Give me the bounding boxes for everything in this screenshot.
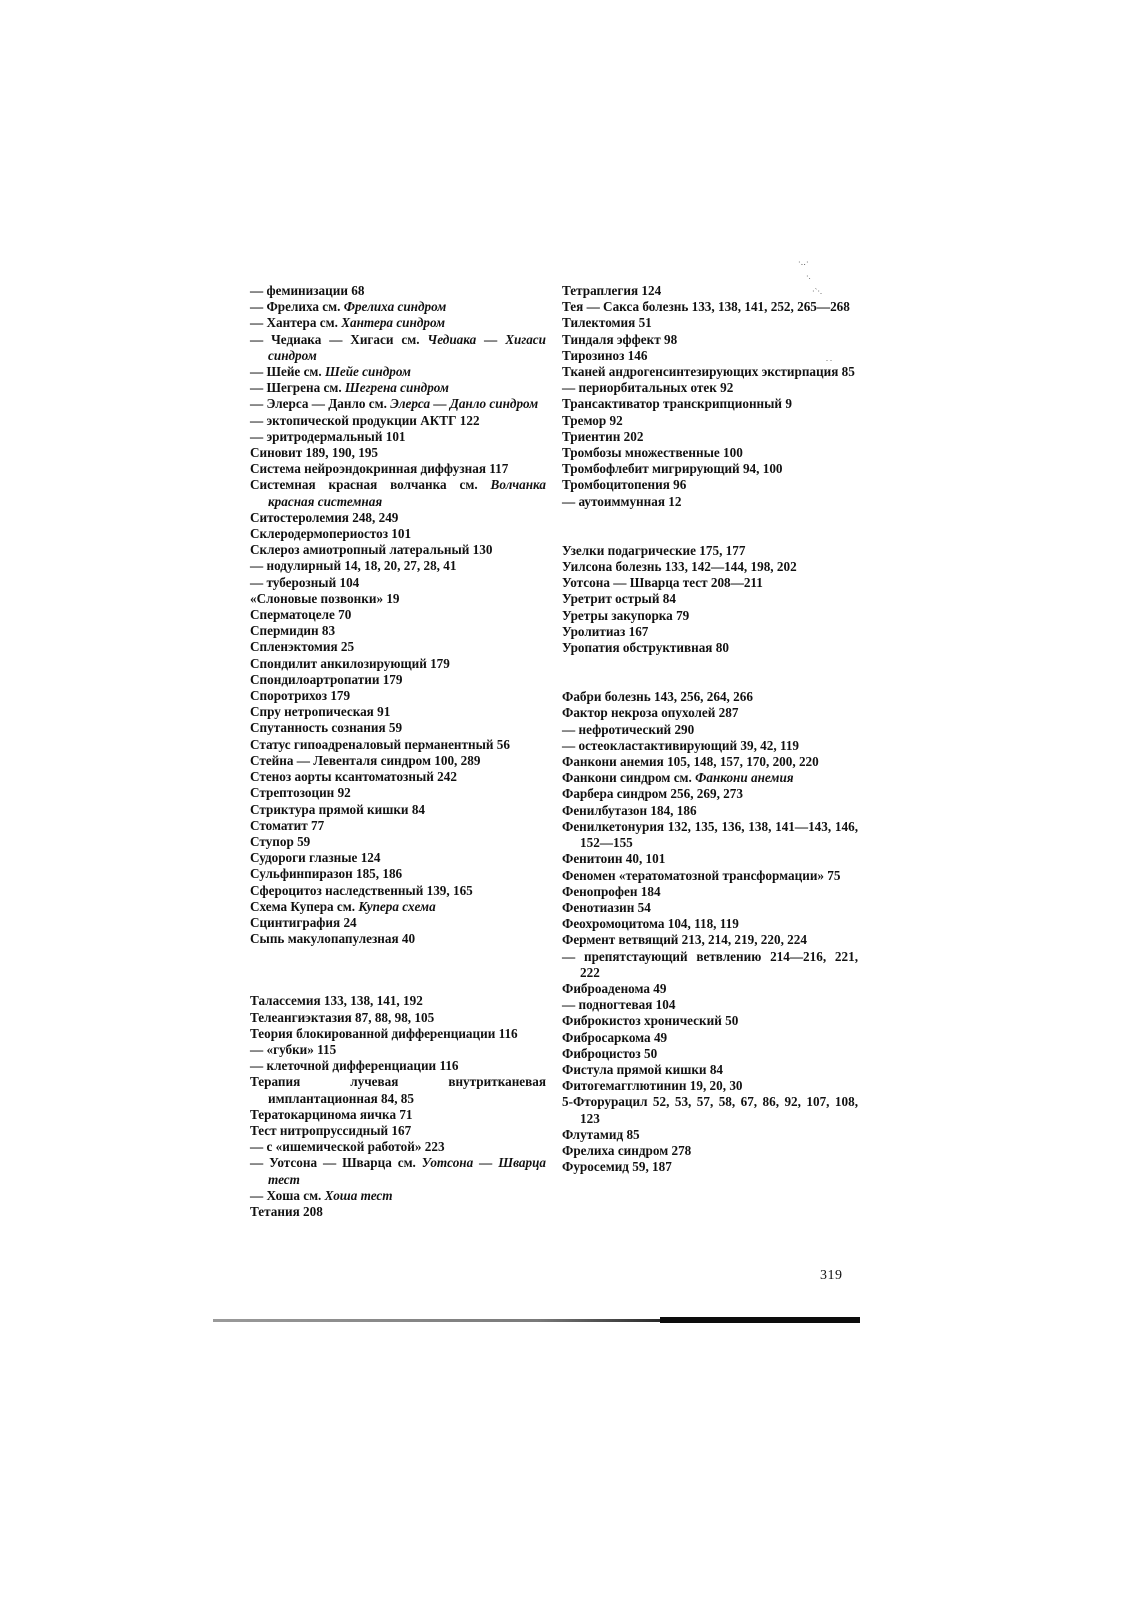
index-entry-text: Схема Купера см. <box>250 898 359 914</box>
index-entry-crossref: Хоша тест <box>324 1187 393 1203</box>
index-entry-text: Фитогемагглютинин 19, 20, 30 <box>562 1078 743 1094</box>
index-entry <box>562 640 858 656</box>
index-entry-text: Уретры закупорка 79 <box>562 607 690 623</box>
index-entry <box>562 770 858 786</box>
index-entry-text: Уилсона болезнь 133, 142—144, 198, 202 <box>562 559 797 575</box>
index-entry <box>250 1123 546 1139</box>
index-entry <box>250 413 546 429</box>
index-entry <box>562 608 858 624</box>
index-entry-text: Тея — Сакса болезнь 133, 138, 141, 252, 265—268 <box>562 299 850 315</box>
index-entry <box>562 1078 858 1094</box>
index-entry <box>562 868 858 884</box>
index-entry <box>562 916 858 932</box>
index-entry-text: Споротрихоз 179 <box>250 688 351 704</box>
index-entry-text: — Шегрена см. <box>250 380 345 396</box>
index-entry-text: Тиндаля эффект 98 <box>562 331 678 347</box>
index-entry <box>250 1107 546 1123</box>
index-entry-text: — Хоша см. <box>250 1187 325 1203</box>
index-entry-text: Уретрит острый 84 <box>562 591 676 607</box>
index-entry <box>562 1143 858 1159</box>
index-entry-text: — Хантера см. <box>250 315 342 331</box>
index-entry-text: Терапия лучевая внутритканевая имплантационная 84, 85 <box>250 1074 546 1106</box>
index-entry-text: Фактор некроза опухолей 287 <box>562 705 739 721</box>
index-entry <box>250 688 546 704</box>
index-entry-text: Фибросаркома 49 <box>562 1029 668 1045</box>
index-entry <box>250 623 546 639</box>
index-entry <box>562 1030 858 1046</box>
index-entry-crossref: Фрелиха синдром <box>343 299 447 315</box>
index-entry <box>562 461 858 477</box>
section-gap <box>562 656 858 689</box>
index-entry <box>250 883 546 899</box>
index-entry <box>250 899 546 915</box>
index-entry <box>562 364 858 380</box>
index-entry-text: Тирозиноз 146 <box>562 347 648 363</box>
index-entry-text: Фиброаденома 49 <box>562 980 667 996</box>
index-entry-text: Склероз амиотропный латеральный 130 <box>250 542 493 558</box>
index-entry-text: Стоматит 77 <box>250 817 325 833</box>
footer-rule-thick <box>660 1317 860 1323</box>
index-entry-crossref: Шегрена синдром <box>344 380 449 396</box>
index-entry <box>250 802 546 818</box>
index-entry <box>250 704 546 720</box>
index-entry <box>562 575 858 591</box>
index-entry-text: Тромбозы множественные 100 <box>562 445 743 461</box>
index-entry-text: — остеокластактивирующий 39, 42, 119 <box>562 737 800 753</box>
index-entry-text: Ступор 59 <box>250 833 311 849</box>
index-entry <box>562 413 858 429</box>
index-entry <box>562 722 858 738</box>
index-entry-text: Тканей андрогенсинтезирующих экстирпация 85 <box>562 364 855 380</box>
index-entry-text: Тест нитропруссидный 167 <box>250 1122 412 1138</box>
index-entry-text: Фенилкетонурия 132, 135, 136, 138, 141—143, 146, 152—155 <box>562 818 858 851</box>
index-entry-text: Трансактиватор транскрипционный 9 <box>562 396 792 412</box>
index-entry-text: Сульфинпиразон 185, 186 <box>250 866 403 882</box>
index-entry <box>250 477 546 509</box>
index-entry-text: Уролитиаз 167 <box>562 623 649 639</box>
index-entry <box>562 884 858 900</box>
index-entry-text: Стрептозоцин 92 <box>250 785 351 801</box>
index-entry-text: — Элерса — Данло см. <box>250 396 391 412</box>
index-entry-text: Фабри болезнь 143, 256, 264, 266 <box>562 689 753 705</box>
index-entry <box>250 1042 546 1058</box>
index-entry <box>562 932 858 948</box>
index-entry-text: Спондилоартропатии 179 <box>250 671 403 687</box>
index-entry-text: Феохромоцитома 104, 118, 119 <box>562 916 739 932</box>
index-entry <box>250 1155 546 1187</box>
index-entry-text: Сцинтиграфия 24 <box>250 914 357 930</box>
index-entry <box>562 299 858 315</box>
index-column-right <box>562 283 858 1175</box>
index-entry-text: Ситостеролемия 248, 249 <box>250 509 399 525</box>
index-entry <box>250 380 546 396</box>
index-entry-text: Спленэктомия 25 <box>250 639 355 655</box>
index-entry-text: Спру нетропическая 91 <box>250 704 391 720</box>
index-entry-text: Статус гипоадреналовый перманентный 56 <box>250 736 510 752</box>
index-entry-text: Тетания 208 <box>250 1203 323 1219</box>
index-entry-text: Фенилбутазон 184, 186 <box>562 802 697 818</box>
index-entry-text: Фиброцистоз 50 <box>562 1045 658 1061</box>
index-entry <box>562 738 858 754</box>
index-entry-text: Стриктура прямой кишки 84 <box>250 801 426 817</box>
index-entry-text: — туберозный 104 <box>250 574 360 590</box>
index-entry <box>562 315 858 331</box>
index-entry-text: 5-Фторурацил 52, 53, 57, 58, 67, 86, 92, 107, 108, 123 <box>562 1094 858 1126</box>
index-entry <box>250 818 546 834</box>
index-entry-text: — аутоиммунная 12 <box>562 493 682 509</box>
index-entry <box>562 819 858 851</box>
index-entry <box>250 769 546 785</box>
index-entry <box>562 445 858 461</box>
index-entry <box>250 1188 546 1204</box>
index-entry-crossref: Чедиака — Хигаси синдром <box>268 331 546 363</box>
index-entry-text: Уотсона — Шварца тест 208—211 <box>562 575 763 591</box>
index-entry-text: Тромбоцитопения 96 <box>562 477 687 493</box>
index-entry <box>250 1139 546 1155</box>
index-entry <box>562 624 858 640</box>
index-entry-text: — периорбитальных отек 92 <box>562 380 734 396</box>
index-entry-text: Теория блокированной дифференциации 116 <box>250 1025 518 1041</box>
index-entry <box>250 526 546 542</box>
index-entry-text: — Фрелиха см. <box>250 299 344 315</box>
section-gap <box>562 510 858 543</box>
index-entry <box>562 803 858 819</box>
index-entry <box>250 753 546 769</box>
index-entry <box>250 1010 546 1026</box>
index-entry-text: Судороги глазные 124 <box>250 850 381 866</box>
section-gap <box>250 947 546 993</box>
index-entry <box>250 575 546 591</box>
index-entry <box>250 785 546 801</box>
index-entry <box>562 754 858 770</box>
index-entry <box>250 607 546 623</box>
index-entry <box>562 786 858 802</box>
index-entry-text: — Чедиака — Хигаси см. <box>250 331 428 347</box>
index-entry-text: Сперматоцеле 70 <box>250 607 352 623</box>
index-entry <box>250 737 546 753</box>
index-entry-text: Стейна — Левенталя синдром 100, 289 <box>250 752 481 768</box>
index-entry <box>250 672 546 688</box>
index-entry <box>250 931 546 947</box>
index-entry-text: Фанкони анемия 105, 148, 157, 170, 200, 220 <box>562 754 819 770</box>
index-entry <box>562 705 858 721</box>
index-entry <box>562 332 858 348</box>
index-entry-text: Тромбофлебит мигрирующий 94, 100 <box>562 461 783 477</box>
index-entry <box>250 558 546 574</box>
index-entry-text: Фенитоин 40, 101 <box>562 851 666 867</box>
index-entry <box>250 834 546 850</box>
index-entry <box>562 591 858 607</box>
index-entry-text: Фенотиазин 54 <box>562 899 651 915</box>
index-entry-text: — подногтевая 104 <box>562 997 676 1013</box>
index-entry <box>250 445 546 461</box>
index-entry-text: — нодулирный 14, 18, 20, 27, 28, 41 <box>250 558 457 574</box>
index-entry-text: Триентин 202 <box>562 428 644 444</box>
index-entry-text: Спондилит анкилозирующий 179 <box>250 655 450 671</box>
index-entry-text: Система нейроэндокринная диффузная 117 <box>250 461 509 477</box>
index-entry-text: Талассемия 133, 138, 141, 192 <box>250 993 423 1009</box>
index-entry-text: Стеноз аорты ксантоматозный 242 <box>250 769 457 785</box>
index-entry-text: Тератокарцинома яичка 71 <box>250 1106 413 1122</box>
index-entry <box>250 315 546 331</box>
index-entry-text: Фуросемид 59, 187 <box>562 1159 672 1175</box>
index-entry <box>250 1074 546 1106</box>
index-entry <box>250 591 546 607</box>
index-entry-text: Тетраплегия 124 <box>562 283 662 298</box>
index-entry-text: — клеточной дифференциации 116 <box>250 1058 459 1074</box>
index-entry-text: — «губки» 115 <box>250 1041 337 1057</box>
index-column-left <box>250 283 546 1220</box>
index-entry-text: Синовит 189, 190, 195 <box>250 445 379 461</box>
index-entry <box>250 396 546 412</box>
index-entry <box>250 461 546 477</box>
index-entry <box>562 949 858 981</box>
index-entry-text: Уропатия обструктивная 80 <box>562 640 729 656</box>
index-entry-text: Сыпь макулопапулезная 40 <box>250 931 416 947</box>
index-entry <box>250 720 546 736</box>
index-entry <box>250 429 546 445</box>
scan-speck: ·‥· <box>798 258 809 267</box>
index-entry <box>562 429 858 445</box>
scan-speck: ·`·. <box>812 287 822 296</box>
index-entry <box>562 689 858 705</box>
index-entry-text: Фанкони синдром см. <box>562 770 696 786</box>
index-entry-text: Склеродермопериостоз 101 <box>250 526 412 542</box>
index-entry <box>562 494 858 510</box>
index-entry <box>562 348 858 364</box>
index-entry-crossref: Фанкони анемия <box>695 770 794 786</box>
index-entry-text: — препятстаующий ветвлению 214—216, 221, 222 <box>562 948 858 980</box>
index-entry <box>250 866 546 882</box>
index-entry <box>250 850 546 866</box>
index-entry-text: Системная красная волчанка см. <box>250 477 491 493</box>
index-entry-text: — Шейе см. <box>250 364 325 380</box>
index-entry-text: Фрелиха синдром 278 <box>562 1142 692 1158</box>
index-entry-text: Феномен «тератоматозной трансформации» 75 <box>562 867 841 883</box>
index-entry-crossref: Купера схема <box>358 898 436 914</box>
index-entry <box>250 542 546 558</box>
index-entry <box>562 900 858 916</box>
index-entry-text: Сфероцитоз наследственный 139, 165 <box>250 882 473 898</box>
index-entry-text: — эктопической продукции АКТГ 122 <box>250 412 480 428</box>
index-entry <box>250 1204 546 1220</box>
index-entry <box>250 656 546 672</box>
index-entry-text: — феминизации 68 <box>250 283 365 298</box>
index-entry-text: — Уотсона — Шварца см. <box>250 1155 422 1171</box>
index-entry <box>250 915 546 931</box>
index-entry <box>562 1127 858 1143</box>
index-entry <box>562 477 858 493</box>
index-entry <box>562 1013 858 1029</box>
index-entry-crossref: Элерса — Данло синдром <box>390 396 539 412</box>
page-number: 319 <box>820 1268 843 1283</box>
index-entry <box>250 993 546 1009</box>
index-entry <box>250 364 546 380</box>
index-entry <box>250 1058 546 1074</box>
index-entry <box>562 981 858 997</box>
index-entry-text: Тремор 92 <box>562 412 623 428</box>
index-entry-text: — с «ишемической работой» 223 <box>250 1139 445 1155</box>
scan-speck: . . <box>826 354 832 363</box>
index-entry <box>562 543 858 559</box>
index-entry <box>250 639 546 655</box>
index-entry-text: — эритродермальный 101 <box>250 428 406 444</box>
index-entry-text: Узелки подагрические 175, 177 <box>562 542 746 558</box>
index-entry-text: — нефротический 290 <box>562 721 695 737</box>
index-entry-text: «Слоновые позвонки» 19 <box>250 590 400 606</box>
index-entry <box>562 380 858 396</box>
index-entry-text: Фиброкистоз хронический 50 <box>562 1013 739 1029</box>
index-entry-text: Тилектомия 51 <box>562 315 652 331</box>
index-entry <box>250 332 546 364</box>
index-entry-crossref: Уотсона — Шварца тест <box>268 1155 546 1187</box>
index-entry <box>562 1094 858 1126</box>
index-entry <box>562 1046 858 1062</box>
index-entry <box>562 1159 858 1175</box>
index-entry <box>250 510 546 526</box>
index-entry-crossref: Волчанка красная системная <box>268 477 546 509</box>
index-entry <box>562 997 858 1013</box>
index-entry <box>562 851 858 867</box>
index-entry-text: Фарбера синдром 256, 269, 273 <box>562 786 743 802</box>
index-entry <box>562 559 858 575</box>
index-entry-text: Фистула прямой кишки 84 <box>562 1061 724 1077</box>
scan-speck: ·. <box>806 272 811 281</box>
index-entry <box>250 1026 546 1042</box>
index-entry <box>562 1062 858 1078</box>
index-entry-text: Фермент ветвящий 213, 214, 219, 220, 224 <box>562 932 807 948</box>
index-entry-text: Фенопрофен 184 <box>562 883 661 899</box>
index-entry-text: Спутанность сознания 59 <box>250 720 403 736</box>
index-entry-crossref: Шейе синдром <box>325 364 411 380</box>
index-entry <box>562 396 858 412</box>
index-entry-text: Телеангиэктазия 87, 88, 98, 105 <box>250 1009 435 1025</box>
index-entry <box>250 283 546 299</box>
index-entry <box>250 299 546 315</box>
index-entry-crossref: Хантера синдром <box>341 315 446 331</box>
index-entry-text: Спермидин 83 <box>250 623 336 639</box>
index-entry-text: Флутамид 85 <box>562 1126 640 1142</box>
